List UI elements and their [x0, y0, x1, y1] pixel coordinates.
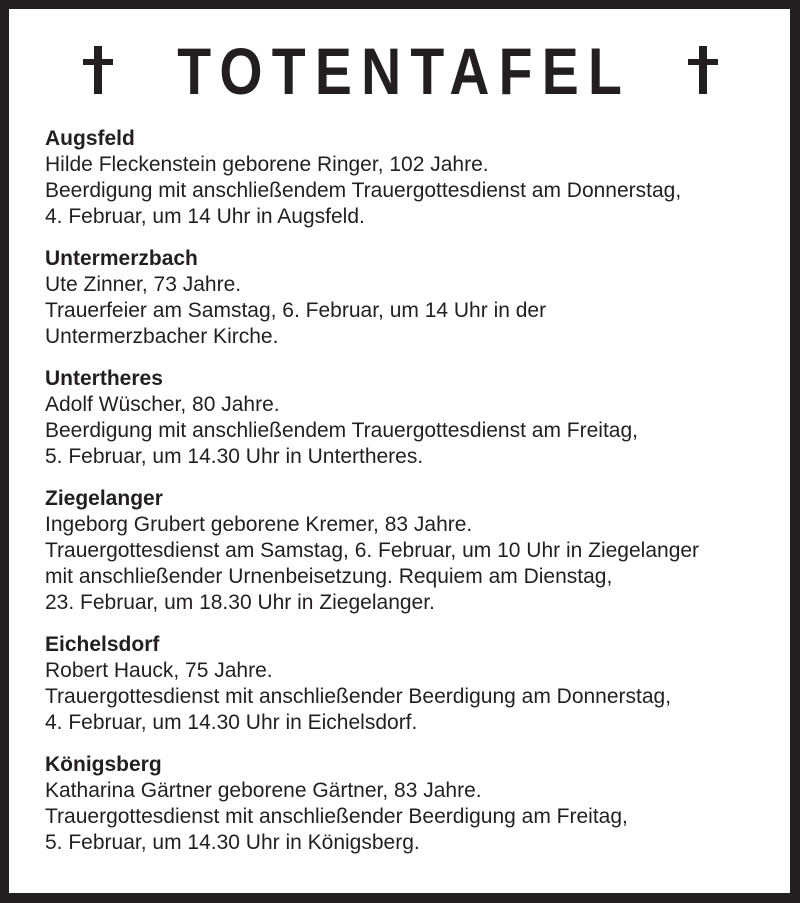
- service-info: mit anschließender Urnenbeisetzung. Requiem am Dienstag,: [45, 565, 613, 588]
- place-heading: Königsberg: [45, 753, 162, 776]
- cross-icon: [688, 46, 718, 94]
- cross-vertical-bar: [699, 46, 707, 94]
- service-info: Trauergottesdienst mit anschließender Beerdigung am Freitag,: [45, 805, 628, 828]
- obituary-entry: [45, 752, 785, 856]
- obituary-entry: [45, 246, 785, 350]
- service-info: 5. Februar, um 14.30 Uhr in Untertheres.: [45, 445, 424, 468]
- deceased-info: Ingeborg Grubert geborene Kremer, 83 Jahre.: [45, 513, 473, 536]
- service-info: Beerdigung mit anschließendem Trauergottesdienst am Freitag,: [45, 419, 638, 442]
- service-info: Trauergottesdienst am Samstag, 6. Februar, um 10 Uhr in Ziegelanger: [45, 539, 700, 562]
- deceased-info: Hilde Fleckenstein geborene Ringer, 102 Jahre.: [45, 153, 489, 176]
- place-heading: Ziegelanger: [45, 487, 163, 510]
- service-info: Beerdigung mit anschließendem Trauergottesdienst am Donnerstag,: [45, 179, 682, 202]
- deceased-info: Ute Zinner, 73 Jahre.: [45, 273, 242, 296]
- obituary-entry: [45, 632, 785, 736]
- obituary-entry: [45, 126, 785, 230]
- header: [9, 9, 790, 119]
- service-info: 23. Februar, um 18.30 Uhr in Ziegelanger.: [45, 591, 435, 614]
- obituary-entry: [45, 366, 785, 470]
- service-info: 4. Februar, um 14.30 Uhr in Eichelsdorf.: [45, 711, 418, 734]
- service-info: Trauerfeier am Samstag, 6. Februar, um 14 Uhr in der: [45, 299, 547, 322]
- place-heading: Untermerzbach: [45, 247, 198, 270]
- service-info: 5. Februar, um 14.30 Uhr in Königsberg.: [45, 831, 420, 854]
- deceased-info: Katharina Gärtner geborene Gärtner, 83 Jahre.: [45, 779, 482, 802]
- service-info: 4. Februar, um 14 Uhr in Augsfeld.: [45, 205, 365, 228]
- place-heading: Eichelsdorf: [45, 633, 160, 656]
- place-heading: Untertheres: [45, 367, 163, 390]
- service-info: Untermerzbacher Kirche.: [45, 325, 279, 348]
- service-info: Trauergottesdienst mit anschließender Beerdigung am Donnerstag,: [45, 685, 672, 708]
- place-heading: Augsfeld: [45, 127, 135, 150]
- cross-horizontal-bar: [688, 59, 718, 65]
- obituary-list: [45, 126, 785, 872]
- page-title: TOTENTAFEL: [177, 34, 632, 108]
- obituary-board: [9, 9, 790, 893]
- deceased-info: Robert Hauck, 75 Jahre.: [45, 659, 273, 682]
- obituary-entry: [45, 486, 785, 616]
- deceased-info: Adolf Wüscher, 80 Jahre.: [45, 393, 280, 416]
